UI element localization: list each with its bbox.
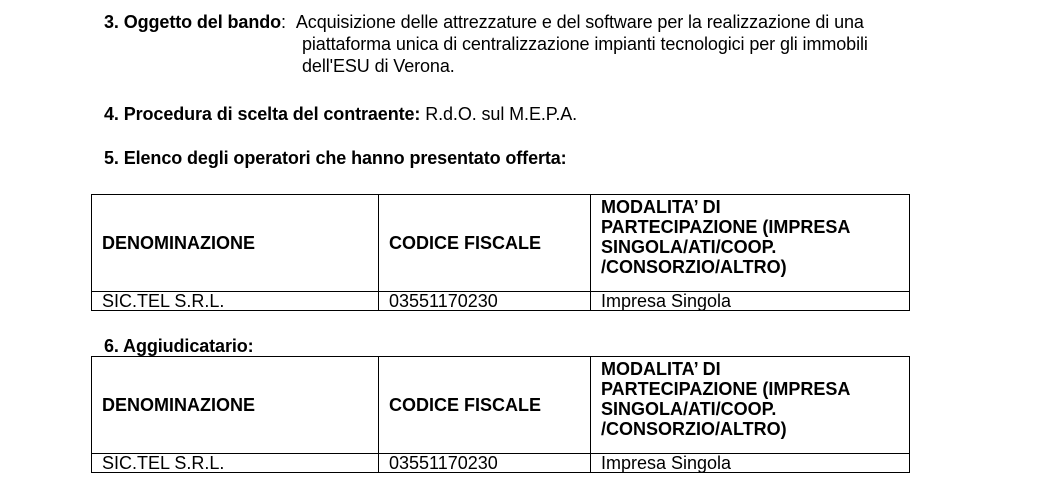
cell-denominazione: SIC.TEL S.R.L. bbox=[92, 454, 379, 473]
section-3-text-line-1: Acquisizione delle attrezzature e del software per la realizzazione di una bbox=[295, 12, 864, 32]
header-modalita-line: MODALITA’ DI bbox=[601, 359, 721, 379]
section-5-heading: 5. Elenco degli operatori che hanno presentato offerta: bbox=[104, 148, 567, 168]
section-3-first-line bbox=[104, 11, 956, 33]
section-3-text-line-3: dell'ESU di Verona. bbox=[302, 56, 455, 76]
section-6-heading: 6. Aggiudicatario: bbox=[104, 336, 254, 356]
cell-modalita: Impresa Singola bbox=[591, 454, 910, 473]
cell-denominazione: SIC.TEL S.R.L. bbox=[92, 292, 379, 311]
section-3-heading bbox=[104, 11, 286, 33]
header-denominazione: DENOMINAZIONE bbox=[92, 195, 379, 292]
table-header-row bbox=[92, 195, 910, 292]
header-modalita bbox=[591, 195, 910, 292]
aggiudicatario-table bbox=[91, 356, 910, 473]
table-header-row bbox=[92, 357, 910, 454]
section-3-oggetto-del-bando bbox=[104, 11, 956, 77]
section-3-colon: : bbox=[281, 12, 286, 32]
header-codice-fiscale: CODICE FISCALE bbox=[379, 195, 591, 292]
header-modalita-line: /CONSORZIO/ALTRO) bbox=[601, 257, 787, 277]
header-denominazione: DENOMINAZIONE bbox=[92, 357, 379, 454]
table-row bbox=[92, 292, 910, 311]
table-row bbox=[92, 454, 910, 473]
cell-codice-fiscale: 03551170230 bbox=[379, 292, 591, 311]
header-codice-fiscale: CODICE FISCALE bbox=[379, 357, 591, 454]
cell-codice-fiscale: 03551170230 bbox=[379, 454, 591, 473]
section-3-label: 3. Oggetto del bando bbox=[104, 12, 281, 32]
section-4-procedura bbox=[104, 103, 577, 125]
section-3-text-line-2: piattaforma unica di centralizzazione impianti tecnologici per gli immobili bbox=[302, 34, 868, 54]
header-modalita bbox=[591, 357, 910, 454]
cell-modalita: Impresa Singola bbox=[591, 292, 910, 311]
header-modalita-line: PARTECIPAZIONE (IMPRESA bbox=[601, 379, 851, 399]
header-modalita-line: MODALITA’ DI bbox=[601, 197, 721, 217]
header-modalita-line: /CONSORZIO/ALTRO) bbox=[601, 419, 787, 439]
header-modalita-line: SINGOLA/ATI/COOP. bbox=[601, 399, 777, 419]
header-modalita-line: PARTECIPAZIONE (IMPRESA bbox=[601, 217, 851, 237]
section-4-label: 4. Procedura di scelta del contraente: bbox=[104, 104, 421, 124]
header-modalita-line: SINGOLA/ATI/COOP. bbox=[601, 237, 777, 257]
section-4-value: R.d.O. sul M.E.P.A. bbox=[425, 104, 578, 124]
offerenti-table bbox=[91, 194, 910, 311]
